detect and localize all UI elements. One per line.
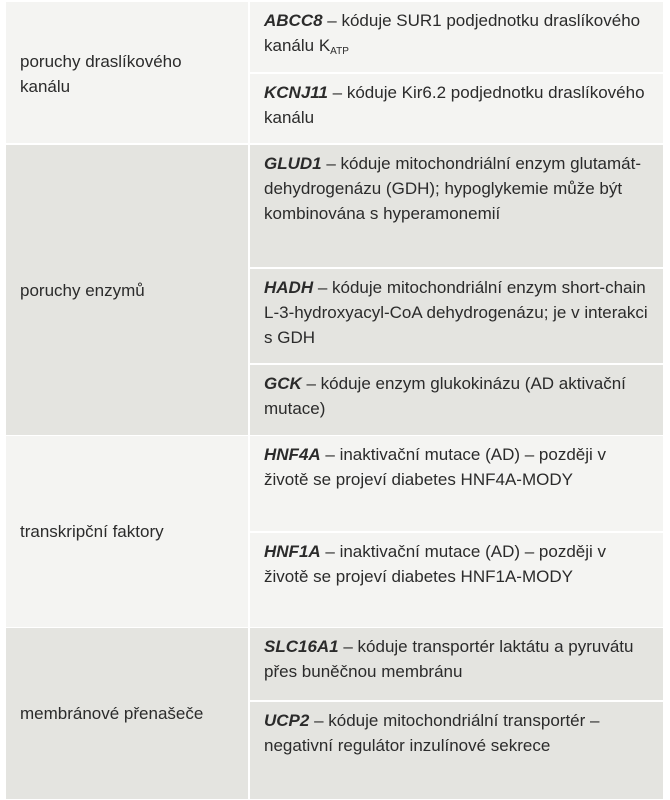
gene-name: GLUD1	[264, 154, 322, 173]
gene-name: KCNJ11	[264, 83, 328, 102]
gene-cell	[250, 531, 663, 627]
gene-name: HNF4A	[264, 445, 321, 464]
group-label	[6, 2, 242, 143]
gene-description: – inaktivační mutace (AD) – později v životě se projeví diabetes HNF4A-MODY	[264, 445, 607, 489]
gene-name: HNF1A	[264, 542, 321, 561]
group-label-text: membránové přenašeče	[20, 704, 204, 723]
gene-name: ABCC8	[264, 11, 323, 30]
gene-name: UCP2	[264, 711, 310, 730]
group-cells	[248, 2, 663, 143]
gene-table	[6, 2, 663, 798]
gene-description: – kóduje mitochondriální transportér – negativní regulátor inzulínové sekrece	[264, 711, 600, 755]
gene-cell	[250, 628, 663, 700]
group-label	[6, 436, 242, 627]
gene-name: HADH	[264, 278, 314, 297]
gene-description: – kóduje transportér laktátu a pyruvátu přes buněčnou membránu	[264, 637, 634, 681]
group-cells	[248, 436, 663, 627]
table-group	[6, 627, 663, 799]
gene-name: SLC16A1	[264, 637, 339, 656]
gene-description: – kóduje mitochondriální enzym short-chain L-3-hydroxyacyl-CoA dehydrogenázu; je v interakci s GDH	[264, 278, 648, 347]
gene-description: – kóduje mitochondriální enzym glutamát-dehydrogenázu (GDH); hypoglykemie může být kombinována s hyperamonemií	[264, 154, 642, 223]
gene-description: – inaktivační mutace (AD) – později v životě se projeví diabetes HNF1A-MODY	[264, 542, 607, 586]
table-group	[6, 2, 663, 143]
group-label-text: transkripční faktory	[20, 522, 164, 541]
group-label	[6, 145, 242, 435]
table-group	[6, 144, 663, 435]
gene-description: – kóduje SUR1 podjednotku draslíkového kanálu K	[264, 11, 641, 55]
gene-cell	[250, 700, 663, 799]
gene-description: – kóduje enzym glukokinázu (AD aktivační mutace)	[264, 374, 626, 418]
gene-subscript: ATP	[330, 46, 349, 57]
group-label-text: poruchy draslíkového kanálu	[20, 51, 182, 96]
group-cells	[248, 145, 663, 435]
table-group	[6, 435, 663, 627]
gene-cell	[250, 72, 663, 143]
gene-cell	[250, 267, 663, 363]
group-label	[6, 628, 242, 799]
gene-name: GCK	[264, 374, 302, 393]
gene-cell	[250, 436, 663, 531]
gene-cell	[250, 145, 663, 267]
group-cells	[248, 628, 663, 799]
gene-description: – kóduje Kir6.2 podjednotku draslíkového kanálu	[264, 83, 645, 127]
gene-cell	[250, 2, 663, 72]
group-label-text: poruchy enzymů	[20, 280, 145, 300]
gene-cell	[250, 363, 663, 435]
